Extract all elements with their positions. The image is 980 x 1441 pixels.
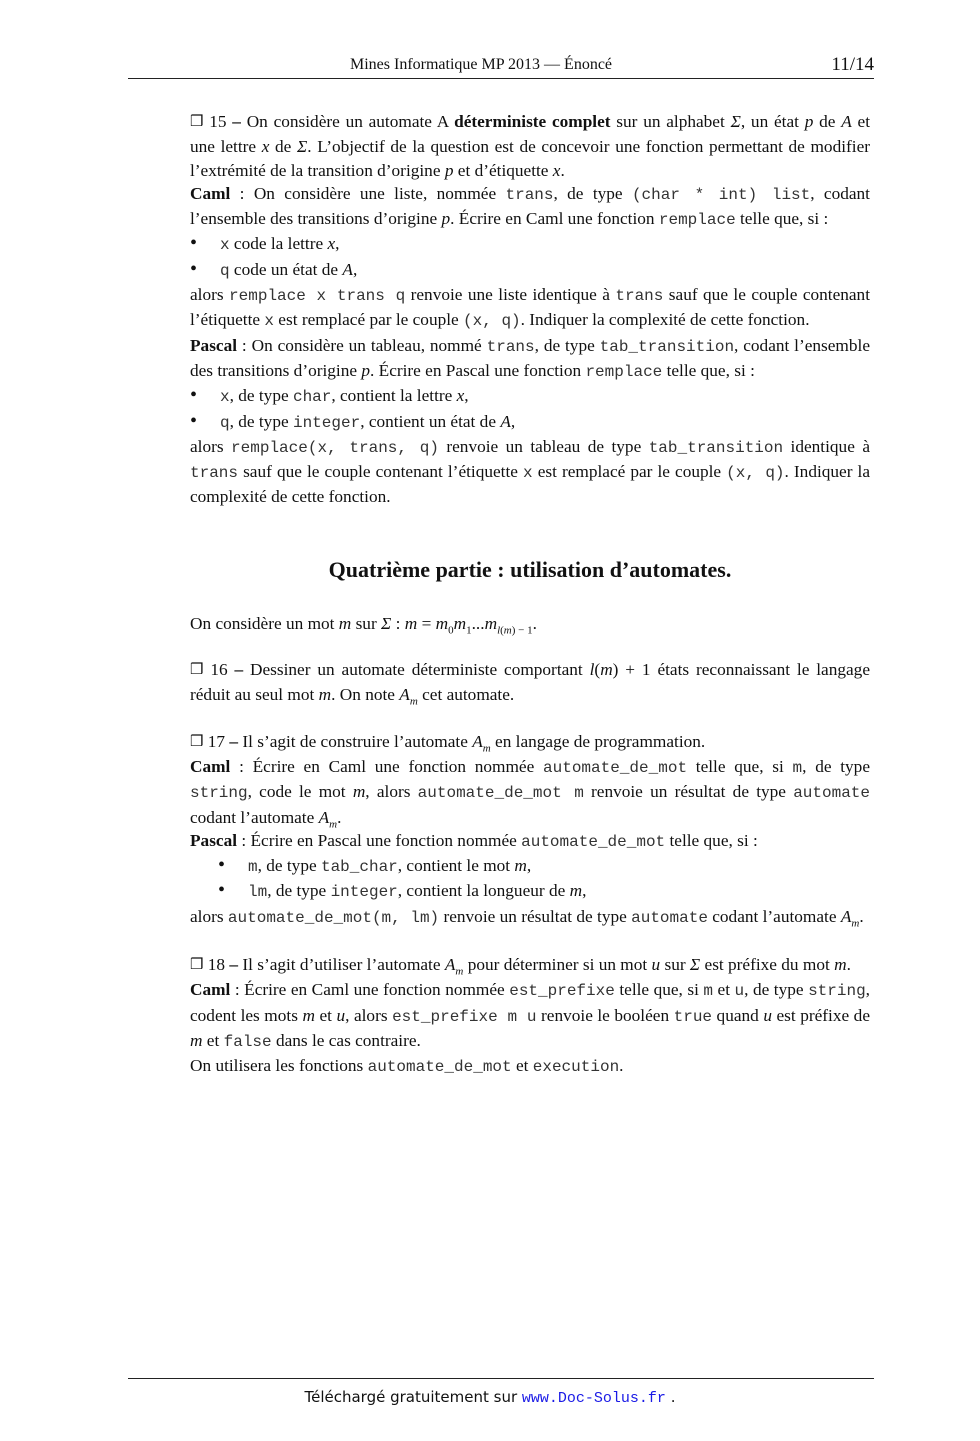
question-16: ❒ 16 – Dessiner un automate déterministe comportant l(m) + 1 états reconnaissant le langage réduit au seul mot m. On note $A_m$ cet automate. [190,660,870,708]
checkbox-icon: ❒ [190,733,204,750]
document-body [190,110,870,1080]
footer-text: Téléchargé gratuitement sur [304,1388,518,1406]
checkbox-icon: ❒ [190,957,204,974]
checkbox-icon: ❒ [190,662,204,679]
page-number: 11/14 [831,54,874,75]
footer-link[interactable]: www.Doc-Solus.fr [521,1390,666,1407]
question-15: ❒ 15 – On considère un automate A déterministe complet sur un alphabet Σ, un état p de A et une lettre x de Σ. L’objectif de la question est de concevoir une fonction permettant de modifier l’extrémité de la transition d’origine p et d’étiquette x. Caml : On considère une liste, nommée trans, de type (char * int) list, codant l’ensemble des transitions d’origine p. Écrire en Caml une fonction remplace telle que, si : • x code la lettre x, • q code un état de A, alors remplace x trans q renvoie une liste identique à trans sauf que le couple contenant l’étiquette x est remplacé par le couple (x, q). Indiquer la complexité de cette fonction. Pascal : On considère un tableau, nommé trans, de type tab_transition, codant l’ensemble des transitions d’origine p. Écrire en Pascal une fonction remplace telle que, si : • x, de type char, contient la lettre x, • q, de type integer, contient un état de A, alors remplace(x, trans, q) renvoie un tableau de type tab_transition identique à trans sauf que le couple contenant l’étiquette x est remplacé par le couple (x, q). Indiquer la complexité de cette fonction. [190,110,870,509]
checkbox-icon: ❒ [190,114,204,130]
question-18: ❒ 18 – Il s’agit d’utiliser l’automate $A_m$ pour déterminer si un mot u sur Σ est préfixe du mot m. Caml : Écrire en Caml une fonction nommée est_prefixe telle que, si m et u, de type string, codent les mots m et u, alors est_prefixe m u renvoie le booléen true quand u est préfixe de m et false dans le cas contraire. On utilisera les fonctions automate_de_mot et execution. [190,955,870,1077]
section-title: Quatrième partie : utilisation d’automates. [328,556,732,582]
page-footer [0,1388,980,1407]
footer-rule [128,1378,874,1379]
question-17: ❒ 17 – Il s’agit de construire l’automate $A_m$ en langage de programmation. Caml : Écrire en Caml une fonction nommée automate_de_mot telle que, si m, de type string, code le mot m, alors automate_de_mot m renvoie un résultat de type automate codant l’automate $A_m$. Pascal : Écrire en Pascal une fonction nommée automate_de_mot telle que, si : • m, de type tab_char, contient le mot m, • lm, de type integer, contient la longueur de m, alors automate_de_mot(m, lm) renvoie un résultat de type automate codant l’automate $A_m$. [190,730,870,930]
intro-paragraph: On considère un mot m sur Σ : $m = m_0m_1...m_{l(m) - 1}$. [190,613,537,637]
footer-end: . [670,1388,676,1406]
page-header [128,54,874,79]
header-title: Mines Informatique MP 2013 — Énoncé [350,56,613,73]
